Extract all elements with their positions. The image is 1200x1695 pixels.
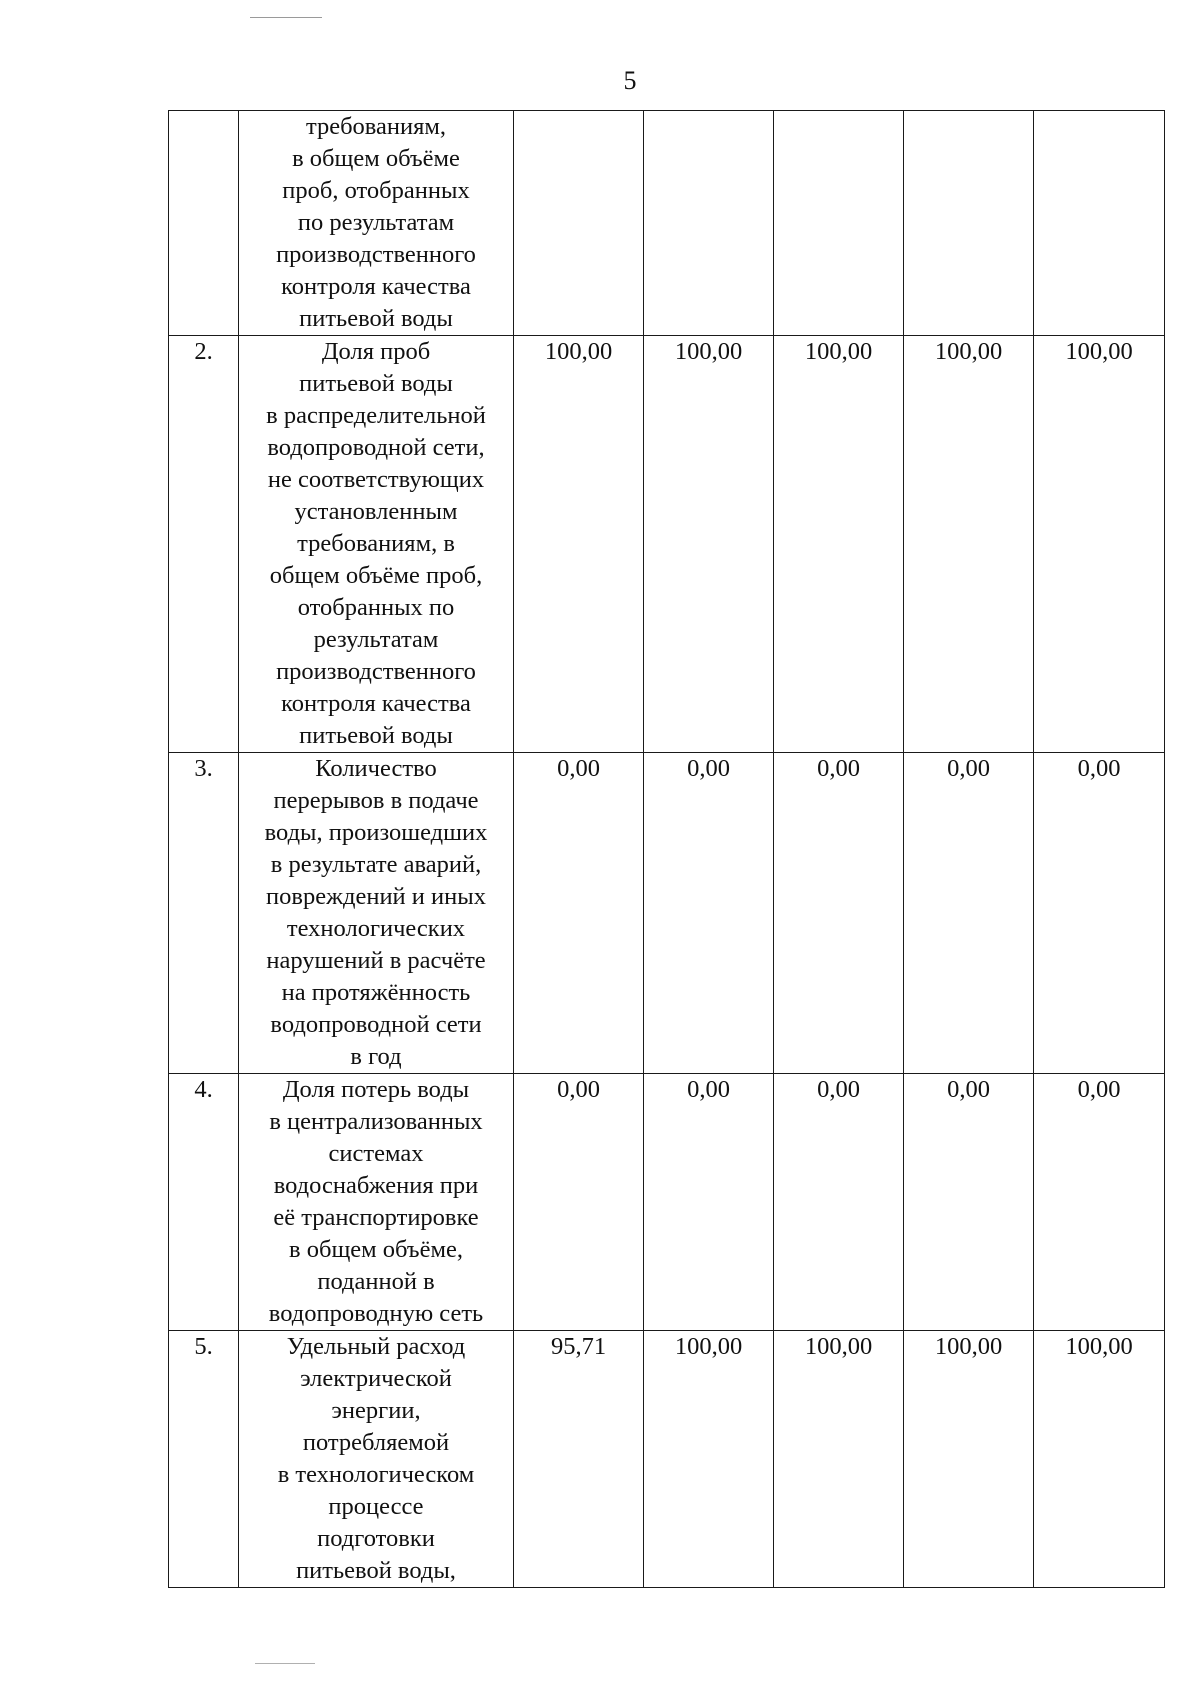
table-row	[169, 1331, 1165, 1588]
value-cell: 0,00	[644, 1074, 774, 1331]
value-cell: 100,00	[1034, 1331, 1165, 1588]
value-cell	[1034, 111, 1165, 336]
description-line: повреждений и иных	[266, 883, 486, 910]
description-line: потребляемой	[302, 1429, 450, 1456]
indicator-description	[239, 753, 514, 1074]
indicator-description	[239, 336, 514, 753]
description-line: требованиям,	[305, 113, 447, 140]
description-line: производственного	[276, 241, 476, 268]
description-line: общем объёме проб,	[269, 562, 483, 589]
value-cell: 100,00	[774, 1331, 904, 1588]
description-line: Доля проб	[321, 338, 431, 365]
description-line: результатам	[313, 626, 439, 653]
description-line: Удельный расход	[286, 1333, 466, 1360]
data-table	[168, 110, 1165, 1588]
description-line: в общем объёме	[292, 145, 460, 172]
page-number: 5	[623, 66, 637, 95]
row-number	[169, 111, 239, 336]
description-line: в год	[350, 1043, 402, 1070]
table-row	[169, 1074, 1165, 1331]
description-line: не соответствующих	[267, 466, 485, 493]
value-cell: 100,00	[904, 336, 1034, 753]
description-line: на протяжённость	[281, 979, 471, 1006]
value-cell	[904, 111, 1034, 336]
value-cell: 100,00	[514, 336, 644, 753]
value-cell: 0,00	[904, 1074, 1034, 1331]
scan-mark	[255, 1663, 315, 1664]
description-line: водопроводной сети	[270, 1011, 482, 1038]
description-line: требованиям, в	[297, 530, 455, 557]
value-cell: 0,00	[904, 753, 1034, 1074]
description-line: её транспортировке	[273, 1204, 479, 1231]
description-line: производственного	[276, 658, 476, 685]
value-cell	[774, 111, 904, 336]
description-line: контроля качества	[281, 690, 471, 717]
value-cell: 100,00	[774, 336, 904, 753]
value-cell: 0,00	[774, 753, 904, 1074]
value-cell	[514, 111, 644, 336]
description-line: установленным	[294, 498, 458, 525]
table-row	[169, 336, 1165, 753]
description-line: электрической	[300, 1365, 452, 1392]
description-line: питьевой воды	[299, 305, 453, 332]
value-cell: 0,00	[1034, 753, 1165, 1074]
description-line: Доля потерь воды	[282, 1076, 470, 1103]
indicator-description	[239, 1331, 514, 1588]
value-cell: 100,00	[1034, 336, 1165, 753]
table-body	[169, 111, 1165, 1588]
indicator-description	[239, 1074, 514, 1331]
row-number: 4.	[169, 1074, 239, 1331]
scan-mark	[250, 17, 322, 18]
row-number: 5.	[169, 1331, 239, 1588]
value-cell: 0,00	[514, 1074, 644, 1331]
value-cell	[644, 111, 774, 336]
description-line: нарушений в расчёте	[266, 947, 486, 974]
description-line: водопроводную сеть	[268, 1300, 484, 1327]
description-line: по результатам	[297, 209, 455, 236]
value-cell: 95,71	[514, 1331, 644, 1588]
table-row	[169, 111, 1165, 336]
value-cell: 0,00	[514, 753, 644, 1074]
description-line: Количество	[315, 755, 437, 782]
value-cell: 100,00	[644, 1331, 774, 1588]
value-cell: 0,00	[774, 1074, 904, 1331]
row-number: 3.	[169, 753, 239, 1074]
description-line: в общем объёме,	[289, 1236, 463, 1263]
description-line: в технологическом	[277, 1461, 475, 1488]
description-line: поданной в	[317, 1268, 435, 1295]
description-line: отобранных по	[297, 594, 455, 621]
description-line: энергии,	[331, 1397, 421, 1424]
description-line: системах	[328, 1140, 424, 1167]
description-line: водоснабжения при	[273, 1172, 479, 1199]
description-line: проб, отобранных	[282, 177, 470, 204]
description-line: водопроводной сети,	[267, 434, 485, 461]
description-line: перерывов в подаче	[273, 787, 479, 814]
description-line: в распределительной	[266, 402, 486, 429]
description-line: питьевой воды	[299, 722, 453, 749]
description-line: в централизованных	[269, 1108, 483, 1135]
description-line: процессе	[328, 1493, 424, 1520]
row-number: 2.	[169, 336, 239, 753]
value-cell: 100,00	[644, 336, 774, 753]
description-line: воды, произошедших	[264, 819, 488, 846]
description-line: в результате аварий,	[270, 851, 482, 878]
indicator-description	[239, 111, 514, 336]
value-cell: 0,00	[644, 753, 774, 1074]
table-row	[169, 753, 1165, 1074]
description-line: подготовки	[317, 1525, 435, 1552]
description-line: контроля качества	[281, 273, 471, 300]
value-cell: 0,00	[1034, 1074, 1165, 1331]
description-line: питьевой воды	[299, 370, 453, 397]
description-line: питьевой воды,	[296, 1557, 456, 1584]
description-line: технологических	[286, 915, 466, 942]
value-cell: 100,00	[904, 1331, 1034, 1588]
